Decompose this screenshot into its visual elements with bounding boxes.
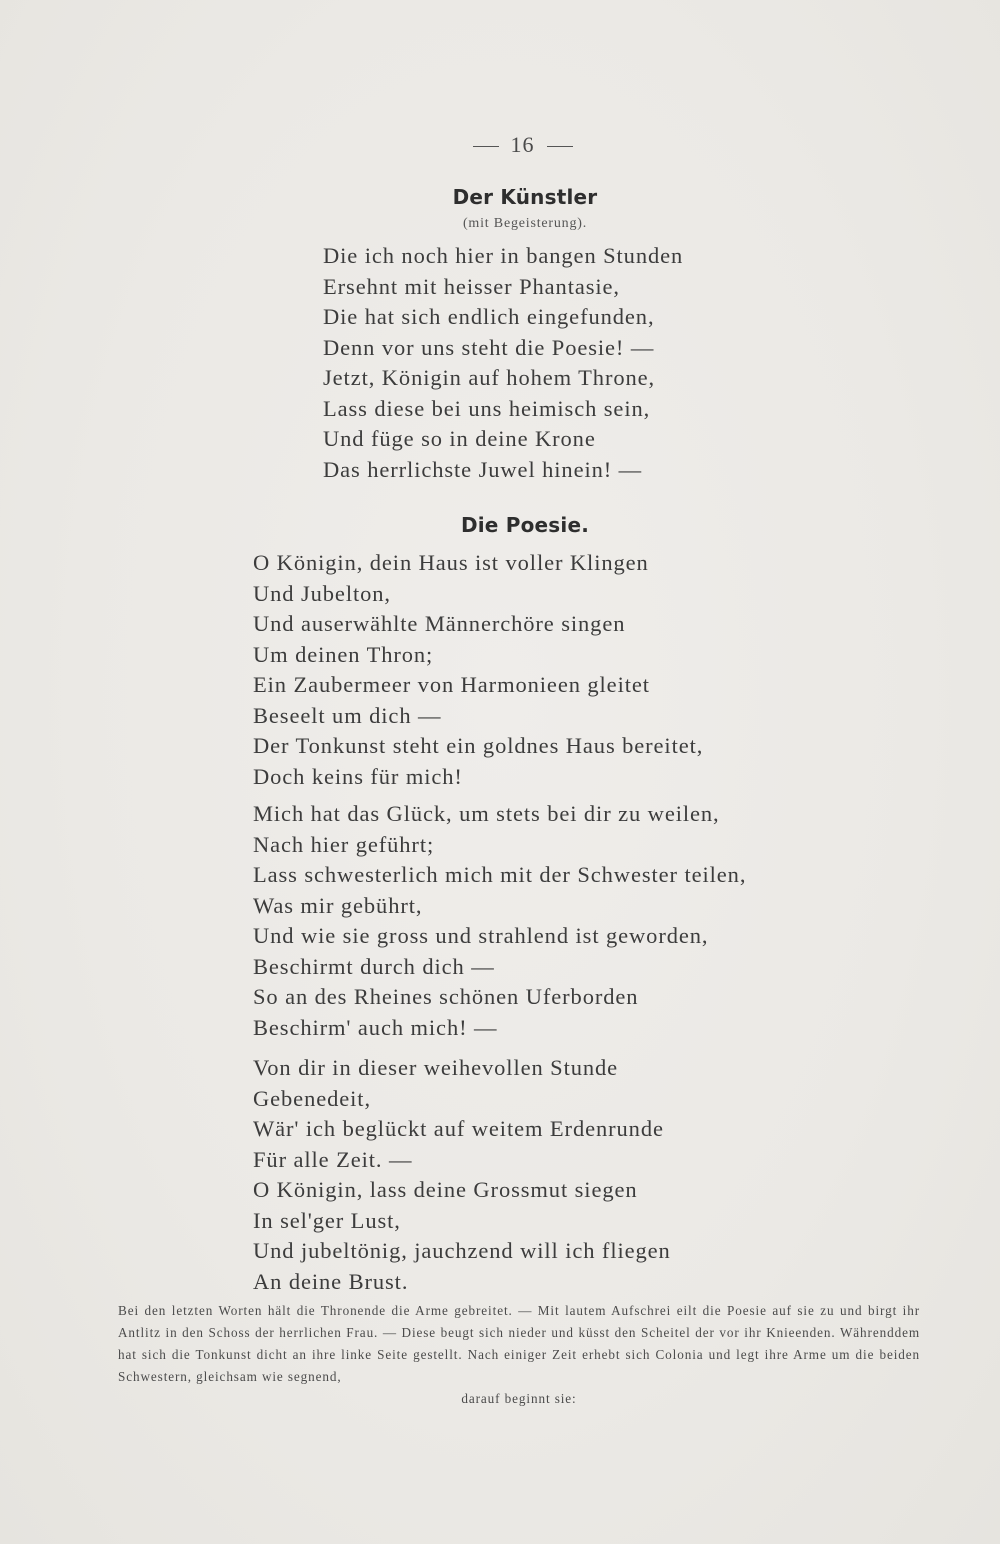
verse-line: Nach hier geführt; — [253, 831, 435, 857]
left-ornament-dash — [473, 146, 499, 147]
stanza-poesie-1 — [253, 548, 703, 792]
stage-direction-last-line: darauf beginnt sie: — [461, 1391, 577, 1406]
verse-line: Was mir gebührt, — [253, 892, 423, 918]
verse-line: Lass schwesterlich mich mit der Schwester teilen, — [253, 862, 747, 887]
verse-line: So an des Rheines schönen Uferborden — [253, 984, 639, 1009]
stage-direction-inline: (mit Begeisterung). — [462, 216, 588, 231]
verse-line: Und Jubelton, — [253, 580, 391, 606]
verse-line: Wär' ich beglückt auf weitem Erdenrunde — [253, 1116, 664, 1141]
verse-line: Beschirm' auch mich! — — [253, 1014, 498, 1040]
verse-line: An deine Brust. — [253, 1268, 409, 1294]
verse-line: Beseelt um dich — — [253, 702, 442, 728]
verse-line: Beschirmt durch dich — — [253, 953, 495, 979]
verse-line: Und jubeltönig, jauchzend will ich fliegen — [253, 1238, 671, 1263]
verse-line: Jetzt, Königin auf hohem Throne, — [323, 365, 656, 390]
verse-line: O Königin, dein Haus ist voller Klingen — [253, 550, 649, 575]
page-number-header — [0, 132, 1000, 158]
stage-direction-paragraph — [118, 1300, 920, 1410]
verse-line: Von dir in dieser weihevollen Stunde — [253, 1055, 619, 1080]
verse-line: Und auserwählte Männerchöre singen — [253, 611, 626, 636]
verse-line: Für alle Zeit. — — [253, 1146, 413, 1172]
speaker-heading-poesie: Die Poesie. — [460, 513, 590, 537]
verse-line: Die ich noch hier in bangen Stunden — [323, 243, 684, 268]
right-ornament-dash — [547, 146, 573, 147]
page-number: 16 — [510, 132, 535, 157]
stanza-kuenstler-1 — [323, 241, 683, 485]
verse-line: In sel'ger Lust, — [253, 1207, 401, 1233]
stanza-poesie-3 — [253, 1053, 671, 1297]
verse-line: Doch keins für mich! — [253, 763, 463, 789]
verse-line: Um deinen Thron; — [253, 641, 434, 667]
verse-line: Denn vor uns steht die Poesie! — — [323, 334, 655, 360]
verse-line: Der Tonkunst steht ein goldnes Haus bereitet, — [253, 733, 704, 758]
stanza-poesie-2 — [253, 799, 746, 1043]
stage-direction-text: Bei den letzten Worten hält die Thronende die Arme gebreitet. — Mit lautem Aufschrei eilt die Poesie auf sie zu und birgt ihr Antlitz in den Schoss der herrlichen Frau. — Diese beugt sich nieder und küsst den Scheitel der vor ihr Knieenden. Währenddem hat sich die Tonkunst dicht an ihre linke Seite gestellt. Nach einiger Zeit erhebt sich Colonia und legt ihre Arme um die beiden Schwestern, gleichsam wie segnend, — [118, 1303, 920, 1384]
verse-line: Die hat sich endlich eingefunden, — [323, 304, 655, 329]
verse-line: Ein Zaubermeer von Harmonieen gleitet — [253, 672, 650, 697]
verse-line: Lass diese bei uns heimisch sein, — [323, 395, 651, 421]
verse-line: Und wie sie gross und strahlend ist geworden, — [253, 923, 709, 948]
verse-line: Und füge so in deine Krone — [323, 426, 596, 451]
verse-line: Ersehnt mit heisser Phantasie, — [323, 273, 620, 299]
verse-line: O Königin, lass deine Grossmut siegen — [253, 1177, 638, 1202]
verse-line: Das herrlichste Juwel hinein! — — [323, 456, 643, 482]
verse-line: Gebenedeit, — [253, 1085, 371, 1111]
verse-line: Mich hat das Glück, um stets bei dir zu weilen, — [253, 801, 720, 826]
speaker-heading-kuenstler: Der Künstler — [452, 185, 598, 209]
